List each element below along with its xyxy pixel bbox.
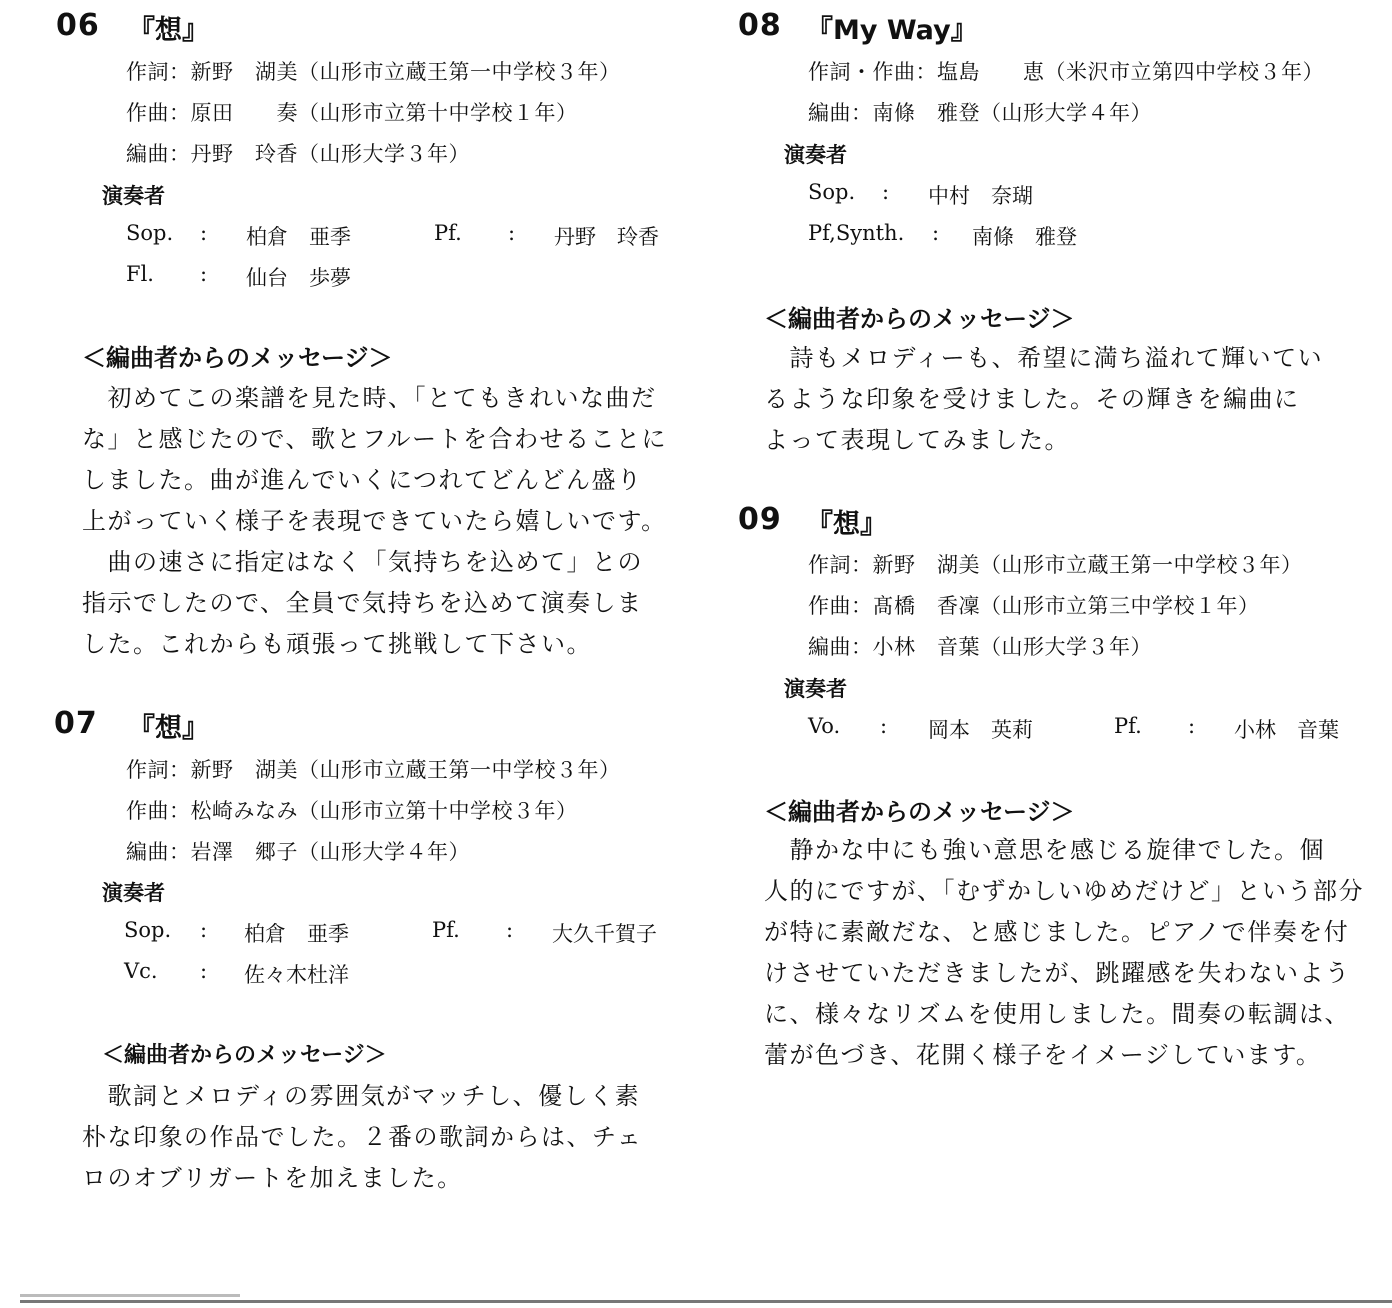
credit-name: 新野 湖美 — [190, 60, 298, 84]
credit-name: 岩澤 郷子 — [190, 840, 298, 864]
message-heading: ＜編曲者からのメッセージ＞ — [82, 344, 393, 372]
credit-arranger — [808, 97, 1152, 127]
performer-separator: : — [1188, 714, 1196, 738]
message-line: に、様々なリズムを使用しました。間奏の転調は、 — [764, 1000, 1351, 1028]
credit-lyrics — [126, 754, 621, 784]
performer-separator: : — [200, 918, 208, 942]
message-heading: ＜編曲者からのメッセージ＞ — [764, 305, 1075, 333]
credit-role: 編曲： — [808, 101, 873, 125]
performer-part: Vc. — [124, 959, 158, 983]
performer-name: 大久千賀子 — [552, 922, 657, 946]
message-line: 蕾が色づき、花開く様子をイメージしています。 — [764, 1041, 1322, 1069]
message-line: 朴な印象の作品でした。２番の歌詞からは、チェ — [82, 1123, 643, 1151]
message-heading: ＜編曲者からのメッセージ＞ — [102, 1043, 387, 1068]
message-line: 歌詞とメロディの雰囲気がマッチし、優しく素 — [82, 1082, 641, 1110]
credit-role: 作曲： — [126, 799, 191, 823]
credit-lyrics — [126, 56, 621, 86]
credit-name: 新野 湖美 — [190, 758, 298, 782]
credit-name: 松崎みなみ — [190, 799, 298, 823]
message-line: よって表現してみました。 — [764, 426, 1070, 454]
credit-role: 編曲： — [126, 840, 191, 864]
performers-heading: 演奏者 — [784, 143, 847, 167]
credit-affiliation: （山形大学３年） — [980, 635, 1152, 659]
credit-role: 作詞： — [126, 60, 191, 84]
performer-separator: : — [932, 221, 940, 245]
message-line: な」と感じたので、歌とフルートを合わせることに — [82, 425, 668, 453]
message-line: 初めてこの楽譜を見た時、「とてもきれいな曲だ — [82, 384, 657, 412]
credit-arranger — [126, 138, 470, 168]
credit-lyrics — [808, 549, 1303, 579]
message-line: 曲の速さに指定はなく「気持ちを込めて」との — [82, 548, 643, 576]
message-line: しました。曲が進んでいくにつれてどんどん盛り — [82, 466, 643, 494]
performer-name: 小林 音葉 — [1234, 718, 1339, 742]
credit-affiliation: （山形市立第三中学校１年） — [980, 594, 1260, 618]
performer-separator: : — [200, 221, 208, 245]
performer-name: 岡本 英莉 — [928, 718, 1033, 742]
credit-affiliation: （米沢市立第四中学校３年） — [1044, 60, 1324, 84]
performer-name: 佐々木杜洋 — [244, 963, 349, 987]
credit-lyrics-composer — [808, 56, 1324, 86]
credit-affiliation: （山形市立蔵王第一中学校３年） — [298, 60, 621, 84]
song-number: 06 — [56, 8, 100, 43]
credit-role: 作曲： — [808, 594, 873, 618]
credit-affiliation: （山形市立蔵王第一中学校３年） — [298, 758, 621, 782]
message-line: けさせていただきましたが、跳躍感を失わないよう — [764, 959, 1351, 987]
credit-name: 髙橋 香凜 — [872, 594, 980, 618]
performer-name: 丹野 玲香 — [554, 225, 659, 249]
credit-name: 塩島 恵 — [937, 60, 1045, 84]
performer-separator: : — [200, 262, 208, 286]
message-body — [764, 338, 1323, 461]
performers-heading: 演奏者 — [784, 677, 847, 701]
song-title: 『想』 — [806, 509, 887, 540]
message-body — [82, 1076, 642, 1199]
performer-part: Pf. — [434, 221, 462, 245]
performer-part: Fl. — [126, 262, 154, 286]
credit-name: 小林 音葉 — [872, 635, 980, 659]
page-bottom-edge — [20, 1300, 1392, 1303]
performers-heading: 演奏者 — [102, 881, 165, 905]
performer-part: Sop. — [124, 918, 172, 942]
performer-separator: : — [508, 221, 516, 245]
performer-separator: : — [880, 714, 888, 738]
song-title: 『想』 — [128, 713, 209, 744]
credit-composer — [808, 590, 1260, 620]
performer-part: Sop. — [126, 221, 174, 245]
performer-name: 柏倉 亜季 — [244, 922, 349, 946]
performer-part: Pf. — [1114, 714, 1142, 738]
performer-separator: : — [882, 180, 890, 204]
credit-role: 作曲： — [126, 101, 191, 125]
performer-name: 柏倉 亜季 — [246, 225, 351, 249]
performer-part: Pf. — [432, 918, 460, 942]
song-title: 『My Way』 — [806, 15, 978, 46]
credit-role: 作詞： — [808, 553, 873, 577]
credit-name: 丹野 玲香 — [190, 142, 298, 166]
credit-arranger — [126, 836, 470, 866]
message-body — [82, 378, 667, 665]
credit-name: 南條 雅登 — [872, 101, 980, 125]
message-line: 静かな中にも強い意思を感じる旋律でした。個 — [764, 836, 1325, 864]
credit-composer — [126, 97, 578, 127]
message-line: 詩もメロディーも、希望に満ち溢れて輝いてい — [764, 344, 1324, 372]
credit-affiliation: （山形市立第十中学校１年） — [298, 101, 578, 125]
credit-affiliation: （山形市立第十中学校３年） — [298, 799, 578, 823]
credit-affiliation: （山形大学４年） — [980, 101, 1152, 125]
performer-separator: : — [506, 918, 514, 942]
song-number: 08 — [738, 8, 782, 43]
message-line: るような印象を受けました。その輝きを編曲に — [764, 385, 1300, 413]
credit-affiliation: （山形市立蔵王第一中学校３年） — [980, 553, 1303, 577]
credit-affiliation: （山形大学４年） — [298, 840, 470, 864]
message-line: した。これからも頑張って挑戦して下さい。 — [82, 630, 592, 658]
message-body — [764, 830, 1364, 1076]
message-line: 指示でしたので、全員で気持ちを込めて演奏しま — [82, 589, 643, 617]
song-number: 09 — [738, 502, 782, 537]
message-line: 上がっていく様子を表現できていたら嬉しいです。 — [82, 507, 667, 535]
song-title: 『想』 — [128, 15, 209, 46]
credit-affiliation: （山形大学３年） — [298, 142, 470, 166]
credit-role: 作詞： — [126, 758, 191, 782]
message-line: が特に素敵だな、と感じました。ピアノで伴奏を付 — [764, 918, 1350, 946]
credit-role: 作詞・作曲： — [808, 60, 937, 84]
credit-arranger — [808, 631, 1152, 661]
message-line: ロのオブリガートを加えました。 — [82, 1164, 463, 1192]
page-edge-shadow — [20, 1294, 240, 1297]
performer-part: Pf,Synth. — [808, 221, 905, 245]
performer-name: 仙台 歩夢 — [246, 266, 351, 290]
credit-role: 編曲： — [126, 142, 191, 166]
message-heading: ＜編曲者からのメッセージ＞ — [764, 798, 1075, 826]
performers-heading: 演奏者 — [102, 184, 165, 208]
credit-name: 新野 湖美 — [872, 553, 980, 577]
message-line: 人的にですが、「むずかしいゆめだけど」という部分 — [764, 877, 1364, 905]
performer-name: 南條 雅登 — [972, 225, 1077, 249]
song-number: 07 — [54, 706, 98, 741]
performer-part: Sop. — [808, 180, 856, 204]
performer-separator: : — [200, 959, 208, 983]
credit-composer — [126, 795, 578, 825]
performer-name: 中村 奈瑚 — [928, 184, 1033, 208]
performer-part: Vo. — [808, 714, 841, 738]
credit-role: 編曲： — [808, 635, 873, 659]
credit-name: 原田 奏 — [190, 101, 298, 125]
